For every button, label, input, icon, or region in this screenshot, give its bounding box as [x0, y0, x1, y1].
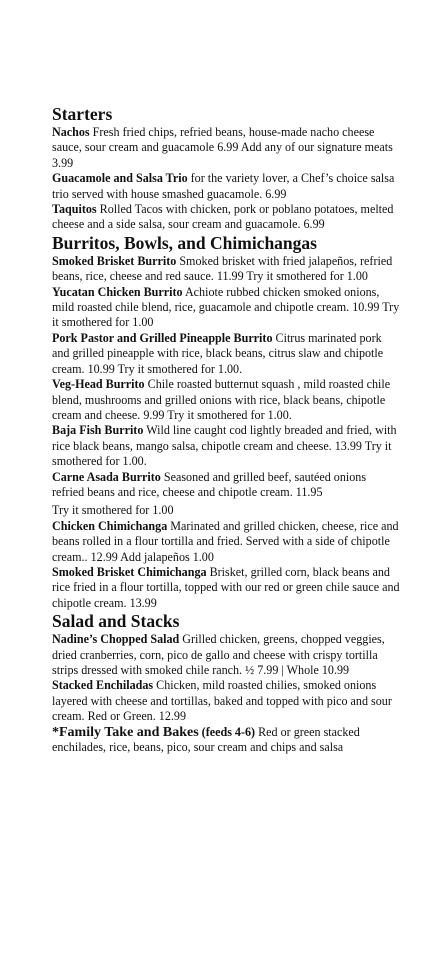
menu-item-smoked-brisket-chimichanga: [52, 565, 400, 611]
menu-item-nachos: [52, 125, 400, 171]
menu-item-stacked-enchiladas: [52, 678, 400, 724]
item-description: for the variety lover, a Chef’s choice salsa trio served with house smashed guacamole. 6.99: [52, 171, 395, 201]
item-description: Chicken, mild roasted chilies, smoked onions layered with cheese and tortillas, baked and topped with pico and sour cream. Red or Green. 12.99: [52, 678, 392, 724]
menu-item-family-take-and-bakes: [52, 725, 400, 756]
item-name: Stacked Enchiladas: [52, 678, 154, 693]
item-description: Red or green stacked enchilades, rice, beans, pico, sour cream and chips and salsa: [52, 724, 360, 755]
item-name: *Family Take and Bakes: [52, 724, 199, 740]
item-name: Yucatan Chicken Burrito: [52, 284, 183, 299]
menu-item-taquitos: [52, 202, 400, 233]
item-name: Taquitos: [52, 202, 97, 217]
section-salad-stacks: [52, 611, 400, 755]
item-name: Chicken Chimichanga: [52, 518, 168, 533]
item-description: Achiote rubbed chicken smoked onions, mild roasted chile blend, rice, guacamole and chipotle cream. 10.99 Try it smothered for 1.00: [52, 284, 400, 330]
item-name: Baja Fish Burrito: [52, 423, 144, 438]
menu-item-chopped-salad: [52, 632, 400, 678]
item-description: Marinated and grilled chicken, cheese, rice and beans rolled in a flour tortilla and fried. Served with a side of chipotle cream.. 12.99 Add jalapeños 1.00: [52, 518, 399, 564]
menu-page: [52, 104, 400, 755]
section-starters: [52, 104, 400, 233]
item-name: Pork Pastor and Grilled Pineapple Burrito: [52, 330, 273, 345]
section-burritos: [52, 233, 400, 611]
section-title: Burritos, Bowls, and Chimichangas: [52, 232, 317, 253]
item-name: Smoked Brisket Burrito: [52, 253, 177, 268]
item-description: Wild line caught cod lightly breaded and fried, with rice black beans, mango salsa, chipotle cream and cheese. 13.99 Try it smothered for 1.00.: [52, 423, 397, 469]
menu-item-baja-fish-burrito: [52, 423, 400, 469]
item-description: Seasoned and grilled beef, sautéed onions refried beans and rice, cheese and chipotle cream. 11.95: [52, 469, 367, 499]
item-description: Rolled Tacos with chicken, pork or poblano potatoes, melted cheese and a side salsa, sour cream and guacamole. 6.99: [52, 202, 394, 232]
item-upsell: Try it smothered for 1.00: [52, 503, 174, 518]
item-serving-size: (feeds 4-6): [198, 724, 256, 739]
menu-item-chicken-chimichanga: [52, 519, 400, 565]
section-title: Salad and Stacks: [52, 611, 180, 632]
menu-item-smoked-brisket-burrito: [52, 254, 400, 285]
menu-item-veg-head-burrito: [52, 377, 400, 423]
section-title: Starters: [52, 104, 113, 124]
item-description: Grilled chicken, greens, chopped veggies, dried cranberries, corn, pico de gallo and cheese with crispy tortilla strips dressed with smoked chile ranch. ½ 7.99 | Whole 10.99: [52, 632, 385, 677]
menu-item-pork-pastor-burrito: [52, 331, 400, 377]
item-description: Chile roasted butternut squash , mild roasted chile blend, mushrooms and grilled onions with rice, black beans, chipotle cream and cheese. 9.99 Try it smothered for 1.00.: [52, 377, 391, 422]
menu-item-carne-asada-burrito: [52, 470, 400, 519]
item-description: Smoked brisket with fried jalapeños, refried beans, rice, cheese and red sauce. 11.99 Try it smothered for 1.00: [52, 253, 393, 284]
item-description: Fresh fried chips, refried beans, house-made nacho cheese sauce, sour cream and guacamole 6.99 Add any of our signature meats 3.99: [52, 125, 393, 170]
item-description: Citrus marinated pork and grilled pineapple with rice, black beans, citrus slaw and chipotle cream. 10.99 Try it smothered for 1.00.: [52, 330, 384, 376]
item-description: Brisket, grilled corn, black beans and rice fried in a flour tortilla, topped with our red or green chile sauce and chipotle cream. 13.99: [52, 564, 400, 610]
item-name: Smoked Brisket Chimichanga: [52, 564, 207, 579]
item-name: Nachos: [52, 125, 90, 139]
menu-item-guacamole-salsa-trio: [52, 171, 400, 202]
item-name: Carne Asada Burrito: [52, 469, 161, 484]
item-name: Veg-Head Burrito: [52, 377, 145, 392]
item-name: Guacamole and Salsa Trio: [52, 171, 188, 186]
menu-item-yucatan-chicken-burrito: [52, 285, 400, 331]
item-name: Nadine’s Chopped Salad: [52, 632, 180, 647]
